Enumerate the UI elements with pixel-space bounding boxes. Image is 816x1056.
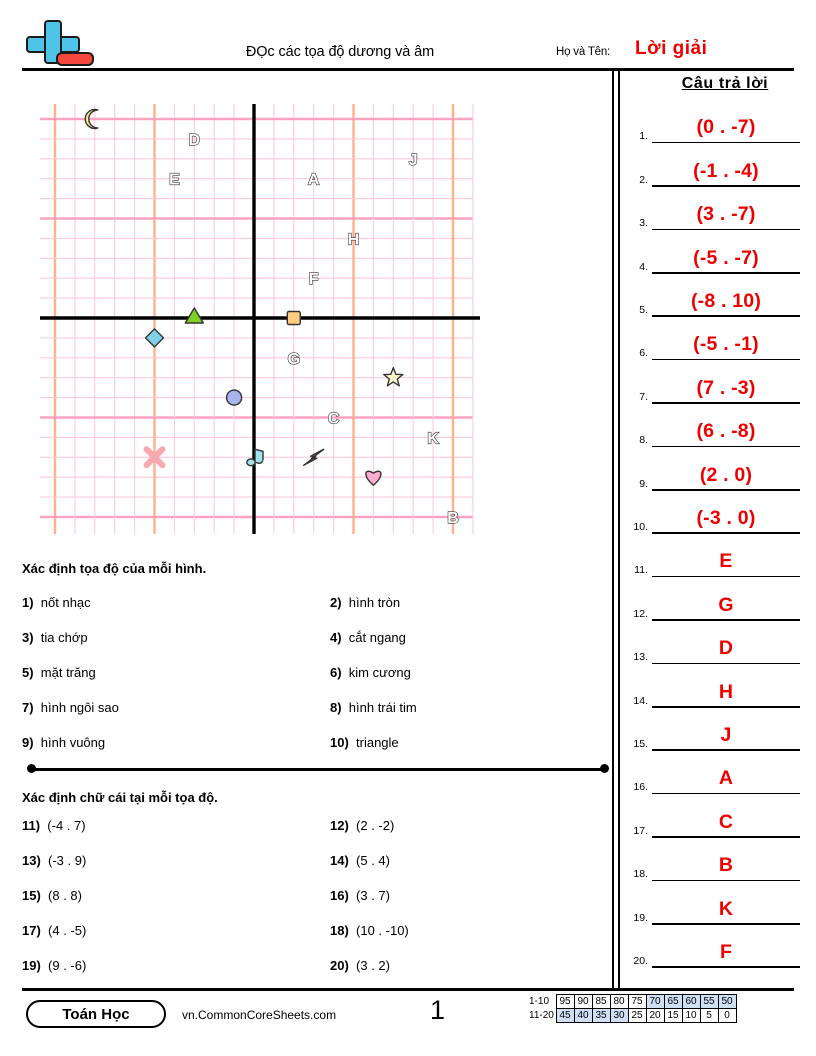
- item-number: 18): [330, 923, 349, 938]
- score-cell: 30: [610, 1009, 628, 1023]
- answer-number: 7.: [639, 390, 648, 403]
- answer-number: 9.: [639, 477, 648, 490]
- answer-row: [624, 838, 802, 881]
- section1-title: Xác định tọa độ của mỗi hình.: [22, 561, 207, 576]
- answer-row: [624, 881, 802, 924]
- item-text: tia chớp: [33, 630, 88, 645]
- answer-number: 2.: [639, 173, 648, 186]
- answer-row: [624, 404, 802, 447]
- graph-letter-e: E: [169, 171, 180, 189]
- answer-value[interactable]: (3 . -7): [696, 203, 756, 226]
- item-number: 13): [22, 853, 41, 868]
- answer-row: [624, 664, 802, 707]
- item-text: (5 . 4): [348, 853, 390, 868]
- section2-item: [22, 818, 86, 833]
- item-number: 12): [330, 818, 349, 833]
- section2-item: [330, 888, 390, 903]
- item-text: mặt trăng: [33, 665, 96, 680]
- graph-letter-f: F: [308, 271, 319, 289]
- brand-badge: Toán Học: [26, 1000, 166, 1028]
- score-cell: 15: [664, 1009, 682, 1023]
- answer-row: [624, 317, 802, 360]
- item-number: 10): [330, 735, 349, 750]
- score-table: [528, 994, 737, 1023]
- item-text: hình ngôi sao: [33, 700, 119, 715]
- score-cell: 85: [592, 995, 610, 1009]
- score-cell: 65: [664, 995, 682, 1009]
- item-text: kim cương: [341, 665, 411, 680]
- graph-letter-a: A: [307, 171, 320, 189]
- item-text: hình tròn: [341, 595, 401, 610]
- item-number: 2): [330, 595, 342, 610]
- answer-line: [652, 966, 800, 968]
- item-number: 14): [330, 853, 349, 868]
- answer-value[interactable]: (-1 . -4): [693, 159, 759, 182]
- graph-shape-triangle: [185, 308, 203, 323]
- answer-row: [624, 230, 802, 273]
- item-number: 3): [22, 630, 34, 645]
- item-text: triangle: [348, 735, 399, 750]
- score-row-label: 1-10: [529, 996, 550, 1007]
- item-number: 11): [22, 818, 41, 833]
- score-cell: 95: [556, 995, 574, 1009]
- graph-letter-c: C: [327, 410, 340, 428]
- score-cell: 25: [628, 1009, 646, 1023]
- answer-number: 14.: [633, 694, 648, 707]
- answer-number: 1.: [639, 130, 648, 143]
- item-text: (9 . -6): [40, 958, 87, 973]
- answer-value[interactable]: E: [719, 550, 733, 573]
- item-number: 20): [330, 958, 349, 973]
- section1-item: [22, 735, 105, 750]
- mid-rule: [30, 768, 606, 771]
- answer-row: [624, 187, 802, 230]
- graph-letter-h: H: [347, 231, 360, 249]
- answer-value[interactable]: (6 . -8): [696, 420, 756, 443]
- name-label: Họ và Tên:: [556, 46, 611, 58]
- answer-row: [624, 621, 802, 664]
- graph-letter-d: D: [188, 131, 201, 149]
- section2-item: [330, 818, 394, 833]
- graph-letter-b: B: [447, 510, 459, 527]
- score-table-grid: [528, 994, 737, 1023]
- item-text: (2 . -2): [348, 818, 395, 833]
- item-number: 9): [22, 735, 34, 750]
- score-cell: 45: [556, 1009, 574, 1023]
- section1-item: [22, 700, 119, 715]
- section1-item: [330, 595, 400, 610]
- section1-item: [330, 665, 411, 680]
- page-header: [0, 0, 816, 72]
- coordinate-plane: [40, 104, 480, 534]
- answer-row: [624, 751, 802, 794]
- coordinate-plane-svg: [40, 104, 480, 534]
- item-text: (10 . -10): [348, 923, 409, 938]
- score-cell: 90: [574, 995, 592, 1009]
- answer-value[interactable]: D: [718, 637, 734, 660]
- score-row-label: 11-20: [529, 1010, 554, 1021]
- answer-value[interactable]: G: [718, 593, 734, 616]
- answer-row: [624, 708, 802, 751]
- answer-row: [624, 794, 802, 837]
- answer-number: 8.: [639, 434, 648, 447]
- item-number: 6): [330, 665, 342, 680]
- answer-column-divider-inner: [618, 68, 620, 988]
- section1-item: [330, 700, 417, 715]
- name-value: Lời giải: [635, 38, 708, 59]
- answer-number: 10.: [633, 520, 648, 533]
- section1-item: [330, 735, 399, 750]
- answer-number: 16.: [633, 781, 648, 794]
- page-number: 1: [430, 995, 446, 1025]
- score-cell: 60: [682, 995, 700, 1009]
- answer-value[interactable]: (2 . 0): [699, 463, 753, 486]
- score-cell: 20: [646, 1009, 664, 1023]
- answer-value[interactable]: F: [719, 940, 733, 963]
- score-cell: 5: [700, 1009, 718, 1023]
- score-cell: 50: [718, 995, 736, 1009]
- page-title: ĐỌc các tọa độ dương và âm: [245, 44, 435, 60]
- answer-number: 4.: [639, 260, 648, 273]
- item-number: 7): [22, 700, 34, 715]
- answer-value[interactable]: K: [718, 897, 734, 920]
- section2-item: [330, 923, 409, 938]
- answer-number: 11.: [634, 564, 648, 577]
- answer-number: 19.: [633, 911, 648, 924]
- section2-item: [22, 923, 86, 938]
- section2-item: [22, 888, 82, 903]
- score-cell: 75: [628, 995, 646, 1009]
- answer-row: [624, 925, 802, 968]
- answer-value[interactable]: (-3 . 0): [696, 506, 756, 529]
- item-number: 19): [22, 958, 41, 973]
- answer-number: 13.: [633, 651, 648, 664]
- graph-letter-k: K: [427, 430, 439, 448]
- item-number: 15): [22, 888, 41, 903]
- answer-row: [624, 447, 802, 490]
- section2-item: [22, 958, 86, 973]
- section1-item: [22, 665, 96, 680]
- item-number: 16): [330, 888, 349, 903]
- item-text: (-3 . 9): [40, 853, 87, 868]
- answer-value[interactable]: (-5 . -7): [693, 246, 759, 269]
- footer-divider: [22, 988, 794, 991]
- answer-value[interactable]: A: [718, 767, 734, 790]
- item-number: 4): [330, 630, 342, 645]
- answer-number: 17.: [633, 824, 648, 837]
- section2-title: Xác định chữ cái tại mỗi tọa độ.: [22, 790, 218, 805]
- site-url: vn.CommonCoreSheets.com: [182, 1008, 337, 1022]
- answer-value[interactable]: J: [720, 723, 732, 746]
- item-text: cắt ngang: [341, 630, 406, 645]
- score-cell: 70: [646, 995, 664, 1009]
- answer-value[interactable]: (0 . -7): [696, 116, 756, 139]
- answer-number: 6.: [639, 347, 648, 360]
- section2-item: [330, 958, 390, 973]
- item-text: (3 . 7): [348, 888, 390, 903]
- answer-row: [624, 534, 802, 577]
- mid-rule-dot-right: [600, 764, 609, 773]
- item-number: 1): [22, 595, 34, 610]
- graph-shape-diamond: [146, 329, 164, 347]
- item-text: nốt nhạc: [33, 595, 91, 610]
- score-row: [528, 1009, 736, 1023]
- graph-letter-g: G: [287, 350, 301, 368]
- item-text: hình vuông: [33, 735, 106, 750]
- answer-value[interactable]: (-5 . -1): [693, 333, 759, 356]
- answer-value[interactable]: B: [718, 854, 734, 877]
- answer-number: 18.: [633, 868, 648, 881]
- section2-item: [22, 853, 86, 868]
- graph-shape-heart: [366, 471, 381, 485]
- item-text: (8 . 8): [40, 888, 82, 903]
- answer-row: [624, 100, 802, 143]
- answer-value[interactable]: (7 . -3): [696, 376, 756, 399]
- answer-number: 3.: [639, 217, 648, 230]
- score-cell: 10: [682, 1009, 700, 1023]
- item-number: 5): [22, 665, 34, 680]
- answer-column-header: Câu trả lời: [681, 75, 769, 92]
- item-number: 8): [330, 700, 342, 715]
- item-text: (-4 . 7): [40, 818, 86, 833]
- graph-shape-square: [287, 312, 300, 325]
- score-cell: 35: [592, 1009, 610, 1023]
- answer-number: 15.: [633, 737, 648, 750]
- graph-shape-circle: [227, 390, 242, 405]
- score-cell: 55: [700, 995, 718, 1009]
- score-cell: 80: [610, 995, 628, 1009]
- answer-number: 20.: [633, 954, 648, 967]
- answer-column: [624, 70, 802, 990]
- answer-number: 5.: [639, 303, 648, 316]
- graph-letter-j: J: [408, 151, 418, 169]
- score-cell: 0: [718, 1009, 736, 1023]
- answer-row: [624, 274, 802, 317]
- answer-row: [624, 143, 802, 186]
- answer-row: [624, 491, 802, 534]
- answer-row: [624, 577, 802, 620]
- score-row: [528, 995, 736, 1009]
- answer-value[interactable]: C: [718, 810, 734, 833]
- score-cell: 40: [574, 1009, 592, 1023]
- plus-minus-logo-icon: [22, 20, 96, 66]
- section2-item: [330, 853, 390, 868]
- section1-item: [22, 595, 91, 610]
- logo-minus-bar: [56, 52, 94, 66]
- item-number: 17): [22, 923, 41, 938]
- section1-item: [330, 630, 406, 645]
- answer-value[interactable]: H: [718, 680, 734, 703]
- item-text: (3 . 2): [348, 958, 390, 973]
- section1-item: [22, 630, 88, 645]
- answer-row: [624, 360, 802, 403]
- answer-number: 12.: [633, 607, 648, 620]
- item-text: (4 . -5): [40, 923, 87, 938]
- answer-value[interactable]: (-8 . 10): [690, 289, 762, 312]
- item-text: hình trái tim: [341, 700, 417, 715]
- answer-column-divider-outer: [612, 68, 614, 988]
